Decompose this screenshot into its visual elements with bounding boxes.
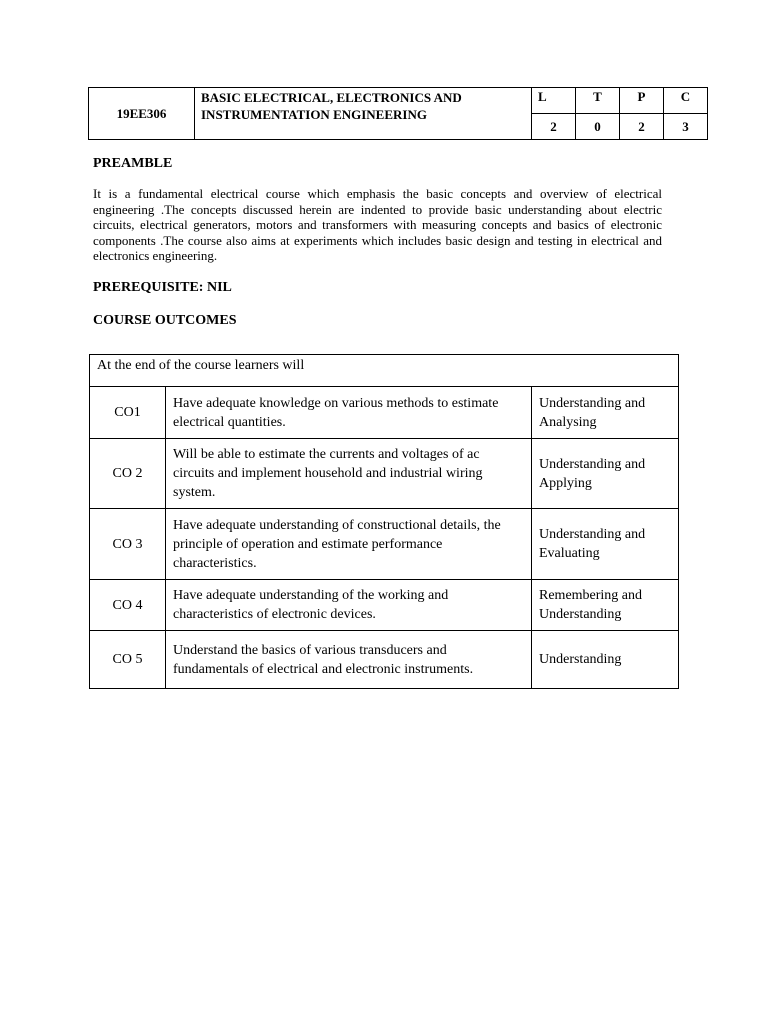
outcome-code: CO 4	[90, 580, 166, 631]
preamble-heading: PREAMBLE	[93, 156, 173, 171]
ltpc-header-p: P	[620, 88, 664, 114]
outcome-level: Remembering and Understanding	[532, 580, 679, 631]
table-row	[90, 439, 679, 509]
prerequisite-heading: PREREQUISITE: NIL	[93, 280, 232, 295]
table-row	[90, 509, 679, 580]
course-header-table	[88, 87, 708, 140]
table-row	[90, 387, 679, 439]
outcomes-intro: At the end of the course learners will	[90, 355, 679, 387]
outcome-level: Understanding	[532, 631, 679, 689]
outcome-description: Have adequate understanding of the working and characteristics of electronic devices.	[166, 580, 532, 631]
outcome-description: Will be able to estimate the currents and voltages of ac circuits and implement household and industrial wiring system.	[166, 439, 532, 509]
outcome-code: CO 5	[90, 631, 166, 689]
table-row	[90, 580, 679, 631]
outcome-description: Have adequate understanding of constructional details, the principle of operation and estimate performance characteristics.	[166, 509, 532, 580]
ltpc-value-l: 2	[532, 114, 576, 140]
outcome-description: Have adequate knowledge on various methods to estimate electrical quantities.	[166, 387, 532, 439]
ltpc-value-c: 3	[664, 114, 708, 140]
course-outcomes-table	[89, 354, 679, 689]
ltpc-value-p: 2	[620, 114, 664, 140]
ltpc-value-t: 0	[576, 114, 620, 140]
course-title: BASIC ELECTRICAL, ELECTRONICS AND INSTRUMENTATION ENGINEERING	[195, 88, 532, 140]
ltpc-header-t: T	[576, 88, 620, 114]
preamble-text: It is a fundamental electrical course which emphasis the basic concepts and overview of electrical engineering .The concepts discussed herein are indented to provide basic understanding about electric circuits, electrical generators, motors and transformers with measuring concepts and basics of electronic components .The course also aims at experiments which includes basic design and testing in electrical and electronics engineering.	[93, 186, 662, 263]
ltpc-header-l: L	[532, 88, 576, 114]
ltpc-header-c: C	[664, 88, 708, 114]
table-row	[90, 631, 679, 689]
outcome-code: CO 2	[90, 439, 166, 509]
outcome-code: CO1	[90, 387, 166, 439]
outcome-code: CO 3	[90, 509, 166, 580]
course-outcomes-heading: COURSE OUTCOMES	[93, 313, 237, 328]
course-code: 19EE306	[89, 88, 195, 140]
outcome-level: Understanding and Applying	[532, 439, 679, 509]
outcome-level: Understanding and Evaluating	[532, 509, 679, 580]
outcome-level: Understanding and Analysing	[532, 387, 679, 439]
outcome-description: Understand the basics of various transducers and fundamentals of electrical and electronic instruments.	[166, 631, 532, 689]
